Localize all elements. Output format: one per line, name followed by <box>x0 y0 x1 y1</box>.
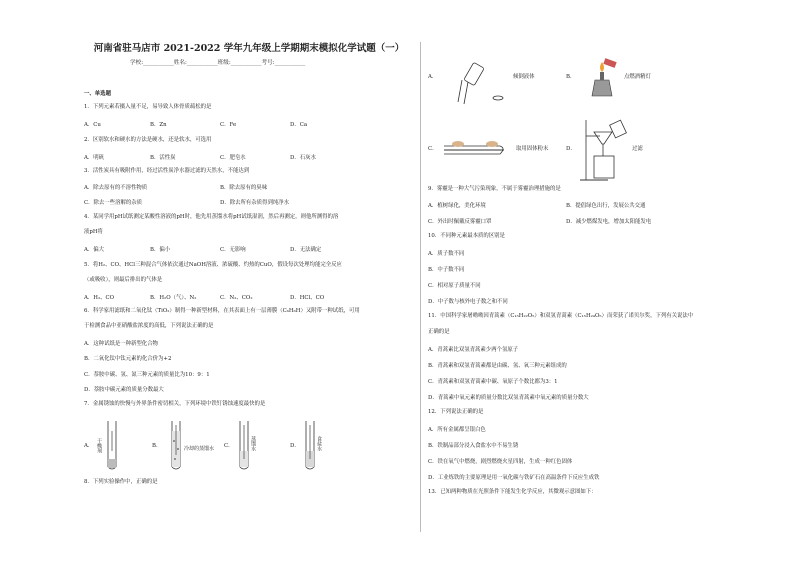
q11-option-b: B．青蒿素和双氢青蒿素都是由碳、氢、氧三种元素组成的 <box>428 363 567 369</box>
q6-stem-line1: 6．科学家用滤纸和二氧化钛（TiO₂）制得一种新型材料，在其表面上有一层薄膜（C₆H₆H）又附带一种试纸，可用 <box>84 308 360 314</box>
q3-option-c: C．除去一些溶解的杂质 <box>84 200 143 206</box>
q1-option-b: B．Zn <box>150 122 167 128</box>
q9-option-d: D．减少燃煤发电，增加太阳能发电 <box>566 219 652 225</box>
q12-stem: 12．下列说法正确的是 <box>428 409 484 415</box>
q3-option-a: A．除去原有的不溶性物质 <box>84 185 148 191</box>
q7-caption-c: 蒸馏水 <box>250 436 256 451</box>
q5-option-b: B．H₂O（气）、N₂ <box>150 295 197 301</box>
q6-option-d: D．萘胺中碳元素的质量分数最大 <box>84 387 164 393</box>
q8-option-a-label: A． <box>428 74 438 80</box>
q9-option-a: A．植树绿化，美化环境 <box>428 203 486 209</box>
q12-option-b: B．铁制品部分浸入食盐水中不易生锈 <box>428 443 519 449</box>
q4-option-d: D．无法确定 <box>290 247 322 253</box>
q6-option-a: A．这种试纸是一种新型化合物 <box>84 341 158 347</box>
q7-caption-b: 冷却的蒸馏水 <box>184 446 215 452</box>
q9-stem: 9．雾霾是一种大气污染现象，不属于雾霾治理措施的是 <box>428 186 561 192</box>
q12-option-c: C．铁在氧气中燃烧，剧烈燃烧火星四射，生成一种红色固体 <box>428 459 573 465</box>
q8-figure-light-lamp <box>582 58 622 98</box>
q4-stem-line1: 4．某同学用pH试纸测定某酸性溶液的pH时，他先用蒸馏水将pH试纸湿润，然后再测定，则他所测得的溶 <box>84 214 339 220</box>
q7-tube-c-figure <box>232 421 262 471</box>
q10-option-a: A．质子数不同 <box>428 251 465 257</box>
q8-option-c-label: C． <box>428 146 438 152</box>
q10-option-b: B．中子数不同 <box>428 267 465 273</box>
q7-label-b: B． <box>152 443 162 449</box>
q4-option-b: B．偏小 <box>150 247 171 253</box>
q6-stem-line2: 于检测食品中亚硝酸盐浓度的高低，下列说法正确的是 <box>84 323 214 329</box>
q2-option-b: B．活性炭 <box>150 155 176 161</box>
q6-option-b: B．二氧化钛中钛元素的化合价为+2 <box>84 356 172 362</box>
q8-option-d-caption: 过滤 <box>632 146 643 152</box>
q12-option-d: D．工业炼铁的主要原理是用一氧化碳与铁矿石在高温条件下反应生成铁 <box>428 475 600 481</box>
q8-stem: 8．下列实验操作中，正确的是 <box>84 479 158 485</box>
q8-figure-pour-liquid <box>440 62 510 107</box>
q3-option-b: B．除去原有的臭味 <box>220 185 268 191</box>
q7-label-c: C． <box>224 443 234 449</box>
q1-option-a: A．Cu <box>84 122 101 128</box>
q11-option-c: C．青蒿素和双氢青蒿素中碳、氧原子个数比都为3：1 <box>428 379 558 385</box>
q11-stem-line1: 11．中国科学家屠呦呦因青蒿素（C₁₅H₂₂O₅）和双氢青蒿素（C₁₅H₂₄O₅）而荣获了诺贝尔奖，下列有关说法中 <box>428 313 694 319</box>
q10-option-c: C．相对原子质量不同 <box>428 283 481 289</box>
q1-option-c: C．Fe <box>220 122 237 128</box>
q7-tube-d-figure <box>298 421 328 471</box>
q1-option-d: D．Ca <box>290 122 308 128</box>
q3-option-d: D．除去所有杂质得到纯净水 <box>220 200 290 206</box>
q2-stem: 2．区别软水和硬水的方法是硬水，还是软水，可选用 <box>84 137 212 143</box>
q9-option-c: C．外出时佩戴反雾霾口罩 <box>428 219 492 225</box>
q11-stem-line2: 正确的是 <box>428 329 450 335</box>
section-heading: 一、单选题 <box>84 91 111 97</box>
q10-stem: 10．不同种元素最本质的区别是 <box>428 233 505 239</box>
q7-label-a: A． <box>84 443 94 449</box>
q6-option-c: C．萘胺中碳、氢、氮三种元素的质量比为10：9：1 <box>84 372 210 378</box>
q8-figure-filtration <box>578 118 638 184</box>
q8-option-d-label: D． <box>566 146 576 152</box>
q5-option-a: A．H₂、CO <box>84 295 115 301</box>
q5-option-d: D．HCl、CO <box>290 295 325 301</box>
q1-stem: 1．下列元素若摄入量不足，易导致人体骨质疏松的是 <box>84 104 212 110</box>
q9-option-b: B．提倡绿色出行，发展公共交通 <box>566 203 646 209</box>
q5-stem-line2: （或吸收），则最后排出的气体是 <box>84 277 163 283</box>
q2-option-a: A．明矾 <box>84 155 105 161</box>
q8-option-b-label: B． <box>566 74 576 80</box>
q8-figure-solid-powder <box>440 134 510 164</box>
column-divider <box>420 42 421 532</box>
q4-stem-line2: 液pH将 <box>84 229 103 235</box>
q5-stem-line1: 5．将H₂、CO、HCl三种混合气体依次通过NaOH溶液、浓硫酸、灼热的CuO，假设每次处理均能完全反应 <box>84 262 342 268</box>
q11-option-d: D．青蒿素中氧元素的质量分数比双氢青蒿素中氧元素的质量分数大 <box>428 395 589 401</box>
q3-stem: 3．活性炭具有吸附作用，经过活性炭净水器过滤的天然水，不能达到 <box>84 168 250 174</box>
q4-option-c: C．无影响 <box>220 247 246 253</box>
q5-option-c: C．N₂、CO₂ <box>220 295 253 301</box>
q4-option-a: A．偏大 <box>84 247 105 253</box>
q7-caption-d: 食盐水 <box>316 436 322 451</box>
q13-stem: 13．已知两种物质在光照条件下能发生化学反应，其微观示意图如下： <box>428 489 597 495</box>
q7-stem: 7．金属锈蚀的快慢与外界条件密切相关，下列环境中铁钉锈蚀速度最快的是 <box>84 401 266 407</box>
q7-label-d: D． <box>290 443 300 449</box>
q8-option-b-caption: 点燃酒精灯 <box>624 74 651 80</box>
student-info-line: 学校:___________姓名:___________班级:___________考号:___________ <box>130 60 306 66</box>
q2-option-c: C．肥皂水 <box>220 155 246 161</box>
q8-option-a-caption: 倾倒液体 <box>513 74 535 80</box>
exam-title: 河南省驻马店市 2021-2022 学年九年级上学期期末模拟化学试题（一） <box>93 43 405 54</box>
q10-option-d: D．中子数与核外电子数之和不同 <box>428 299 508 305</box>
q8-option-c-caption: 取用固体粉末 <box>516 146 549 152</box>
q12-option-a: A．所有金属都呈银白色 <box>428 427 486 433</box>
q2-option-d: D．石灰水 <box>290 155 316 161</box>
q11-option-a: A．青蒿素比双氢青蒿素少两个氢原子 <box>428 347 519 353</box>
q7-caption-a: 干燥剂 <box>96 438 102 453</box>
